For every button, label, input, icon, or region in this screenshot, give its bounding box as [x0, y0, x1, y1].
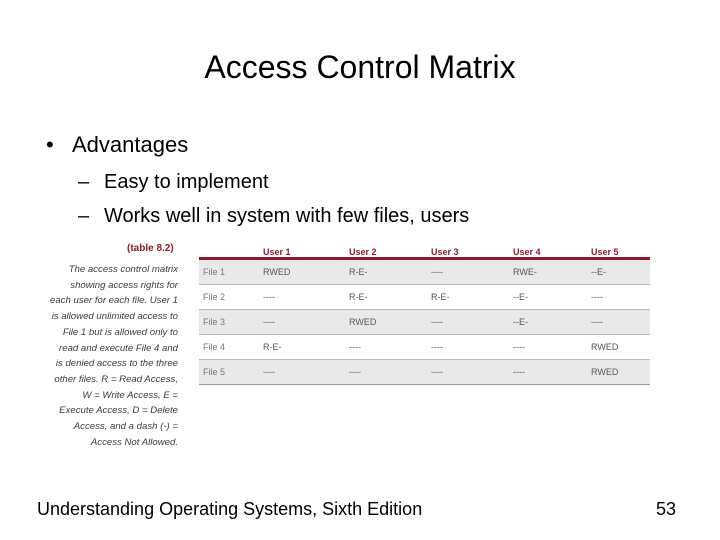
column-header: User 2 — [345, 241, 427, 259]
table-row — [199, 285, 650, 310]
column-header: User 4 — [509, 241, 587, 259]
page-number: 53 — [655, 499, 676, 519]
table-cell: ---- — [345, 335, 427, 360]
access-matrix-table — [199, 241, 650, 385]
table-cell: --E- — [587, 259, 650, 285]
bullet-marker: • — [46, 132, 54, 157]
table-cell: R-E- — [345, 285, 427, 310]
table-cell: ---- — [509, 335, 587, 360]
column-header: User 1 — [259, 241, 345, 259]
sub-point-text: Easy to implement — [104, 171, 269, 193]
table-cell: RWED — [345, 310, 427, 335]
table-cell: --E- — [509, 310, 587, 335]
table-cell: ---- — [427, 360, 509, 385]
column-header — [199, 241, 259, 259]
table-cell: ---- — [259, 310, 345, 335]
footer-book-title: Understanding Operating Systems, Sixth Edition — [37, 499, 423, 519]
figure-caption: The access control matrix showing access rights for each user for each file. User 1 is allowed unlimited access to File 1 but is allowed only to read and execute File 4 and is denied access to the three other files. R = Read Access, W = Write Access, E = Execute Access, D = Delete Access, and a dash (-) = Access Not Allowed. — [50, 264, 178, 448]
sub-point-2 — [78, 203, 469, 229]
table-cell: RWE- — [509, 259, 587, 285]
column-header: User 3 — [427, 241, 509, 259]
table-cell: RWED — [587, 360, 650, 385]
table-cell: RWED — [259, 259, 345, 285]
slide-title: Access Control Matrix — [204, 49, 516, 85]
row-file-label: File 3 — [199, 310, 259, 335]
table-row — [199, 310, 650, 335]
row-file-label: File 2 — [199, 285, 259, 310]
bullet-advantages — [46, 131, 188, 159]
table-cell: ---- — [259, 285, 345, 310]
table-cell: ---- — [345, 360, 427, 385]
sub-point-text: Works well in system with few files, users — [104, 205, 470, 227]
table-cell: ---- — [259, 360, 345, 385]
table-cell: ---- — [587, 310, 650, 335]
table-cell: ---- — [427, 335, 509, 360]
table-cell: ---- — [587, 285, 650, 310]
row-file-label: File 1 — [199, 259, 259, 285]
table-cell: R-E- — [345, 259, 427, 285]
table-row — [199, 360, 650, 385]
figure-label: (table 8.2) — [127, 243, 174, 254]
table-cell: ---- — [427, 310, 509, 335]
table-cell: R-E- — [427, 285, 509, 310]
table-header-row — [199, 241, 650, 259]
table-cell: ---- — [427, 259, 509, 285]
table-cell: ---- — [509, 360, 587, 385]
table-cell: RWED — [587, 335, 650, 360]
sub-point-1 — [78, 169, 269, 195]
table-row — [199, 259, 650, 285]
row-file-label: File 4 — [199, 335, 259, 360]
column-header: User 5 — [587, 241, 650, 259]
row-file-label: File 5 — [199, 360, 259, 385]
table-row — [199, 335, 650, 360]
table-cell: R-E- — [259, 335, 345, 360]
bullet-text: Advantages — [72, 132, 189, 157]
sub-marker: – — [78, 205, 90, 227]
table-cell: --E- — [509, 285, 587, 310]
sub-marker: – — [78, 171, 90, 193]
